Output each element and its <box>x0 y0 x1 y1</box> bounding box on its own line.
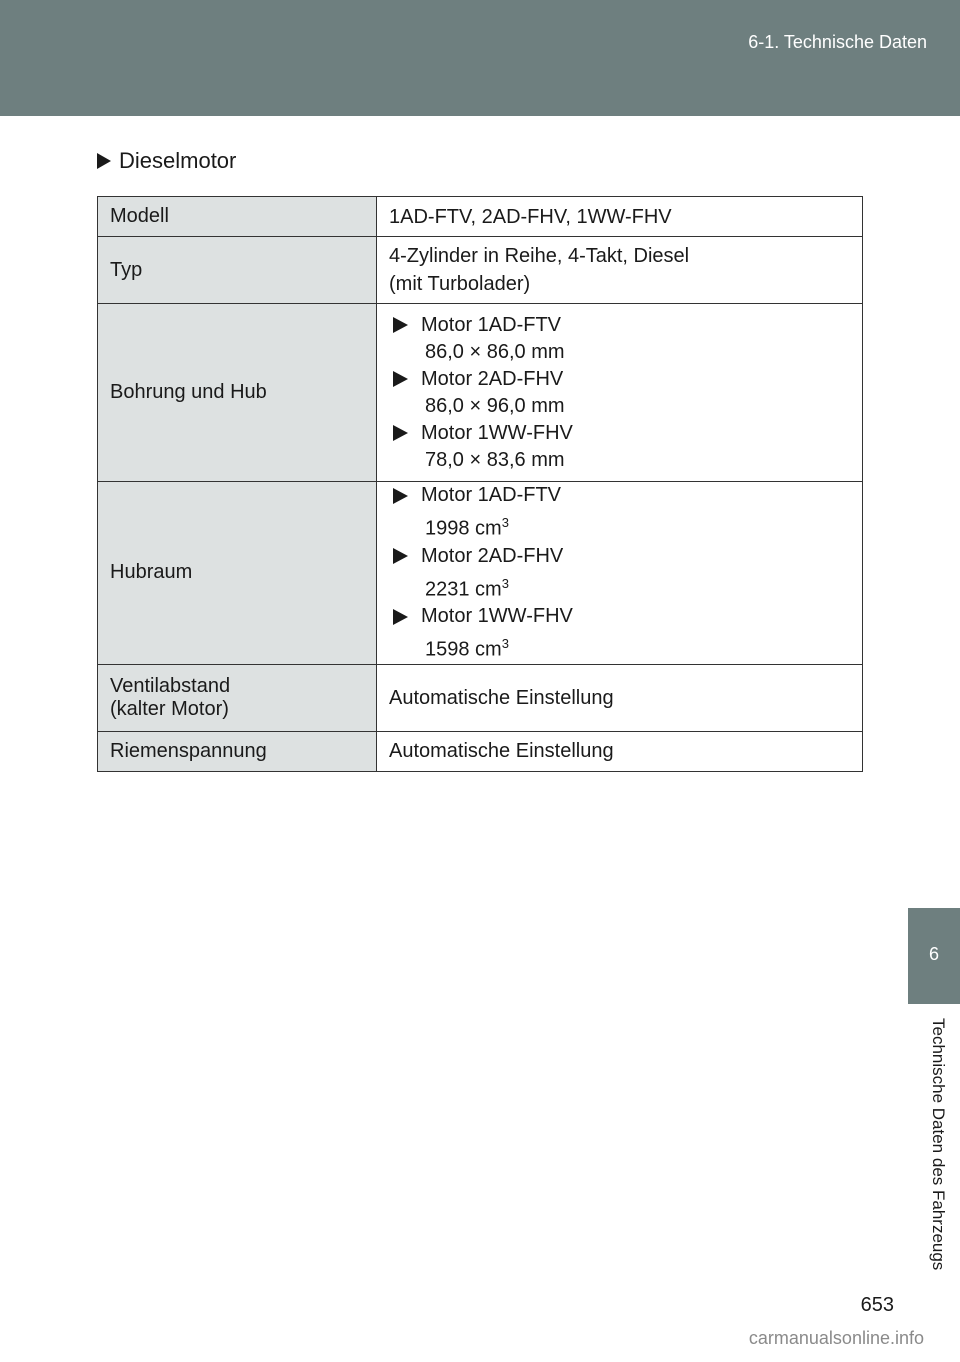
displacement-value: 1598 cm <box>425 638 502 661</box>
triangle-bullet-icon <box>393 317 408 333</box>
variant-spec: 86,0 × 96,0 mm <box>425 394 565 417</box>
table-row <box>98 304 863 482</box>
variant-engine: Motor 1WW-FHV <box>421 421 573 444</box>
unit-exponent: 3 <box>501 575 509 591</box>
watermark: carmanualsonline.info <box>748 1328 924 1348</box>
section-heading <box>97 148 236 174</box>
variant-spec: 86,0 × 86,0 mm <box>425 340 565 363</box>
triangle-bullet-icon <box>393 488 408 504</box>
row-value <box>377 237 863 304</box>
variant-spec <box>393 630 850 664</box>
row-label: Typ <box>98 237 377 304</box>
row-value: Automatische Einstellung <box>377 731 863 771</box>
variant-item <box>393 312 850 339</box>
variant-list <box>389 482 850 664</box>
row-label: Modell <box>98 197 377 237</box>
row-value <box>377 304 863 482</box>
section-title: 6-1. Technische Daten <box>748 32 927 52</box>
triangle-bullet-icon <box>393 371 408 387</box>
page-header <box>0 0 960 116</box>
table-row <box>98 731 863 771</box>
label-line: (kalter Motor) <box>110 697 229 720</box>
displacement-value: 1998 cm <box>425 517 502 540</box>
variant-item <box>393 366 850 393</box>
variant-engine: Motor 2AD-FHV <box>421 367 564 390</box>
displacement-value: 2231 cm <box>425 578 502 601</box>
row-label: Bohrung und Hub <box>98 304 377 482</box>
triangle-bullet-icon <box>393 548 408 564</box>
triangle-bullet-icon <box>393 609 408 625</box>
unit-exponent: 3 <box>501 636 509 652</box>
variant-spec: 78,0 × 83,6 mm <box>425 448 565 471</box>
variant-engine: Motor 1AD-FTV <box>421 484 562 506</box>
chapter-label: Technische Daten des Fahrzeugs <box>929 1018 948 1271</box>
variant-engine: Motor 2AD-FHV <box>421 544 564 567</box>
variant-item <box>393 603 850 630</box>
variant-spec <box>393 509 850 543</box>
variant-item <box>393 543 850 570</box>
variant-list <box>389 312 850 474</box>
variant-item <box>393 420 850 447</box>
row-label: Hubraum <box>98 482 377 665</box>
chapter-number: 6 <box>928 944 939 964</box>
table-row <box>98 197 863 237</box>
triangle-bullet-icon <box>393 425 408 441</box>
heading-text: Dieselmotor <box>119 148 237 173</box>
triangle-bullet-icon <box>97 153 111 169</box>
value-line: (mit Turbolader) <box>389 273 531 295</box>
row-value <box>377 482 863 665</box>
table-row <box>98 664 863 731</box>
variant-engine: Motor 1AD-FTV <box>421 313 562 336</box>
chapter-tab <box>908 908 960 1004</box>
table-row <box>98 482 863 665</box>
row-label <box>98 664 377 731</box>
variant-engine: Motor 1WW-FHV <box>421 605 573 628</box>
label-line: Ventilabstand <box>110 674 231 697</box>
table-row <box>98 237 863 304</box>
variant-spec <box>393 570 850 604</box>
unit-exponent: 3 <box>501 515 509 530</box>
row-label: Riemenspannung <box>98 731 377 771</box>
spec-table <box>97 196 863 772</box>
value-line: 4-Zylinder in Reihe, 4-Takt, Diesel <box>389 245 690 267</box>
variant-item <box>393 482 850 509</box>
page-number: 653 <box>860 1294 894 1316</box>
row-value: Automatische Einstellung <box>377 664 863 731</box>
row-value: 1AD-FTV, 2AD-FHV, 1WW-FHV <box>377 197 863 237</box>
